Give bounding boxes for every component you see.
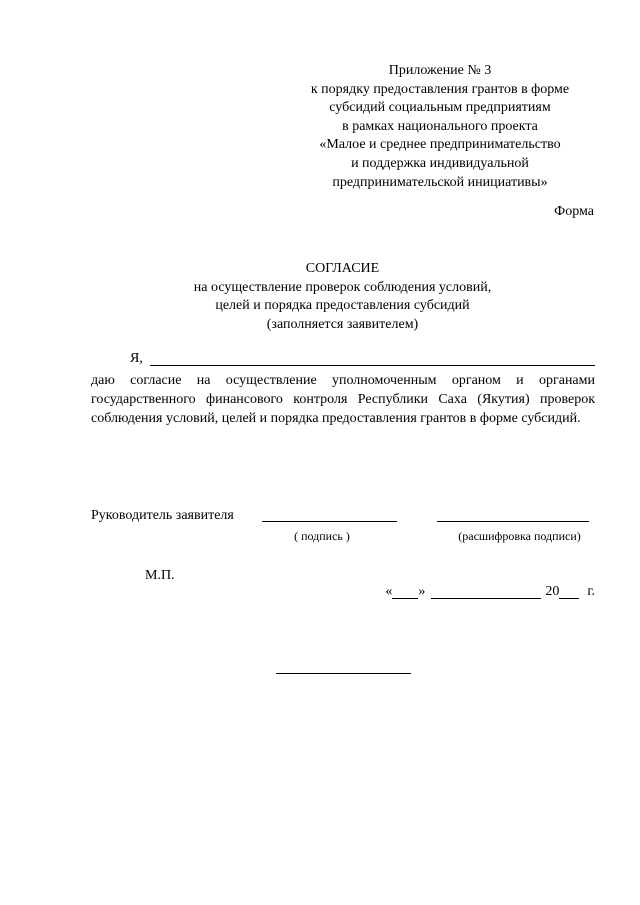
appendix-line: и поддержка индивидуальной xyxy=(351,155,529,171)
signatory-label: Руководитель заявителя xyxy=(91,508,234,523)
signature-caption: ( подпись ) xyxy=(294,529,350,543)
appendix-line: субсидий социальным предприятиям xyxy=(329,100,551,116)
appendix-line: предпринимательской инициативы» xyxy=(332,174,548,190)
date-open-quote: « xyxy=(385,584,393,599)
date-year-field[interactable] xyxy=(559,583,579,599)
applicant-name-row xyxy=(130,350,595,370)
appendix-header xyxy=(290,62,590,192)
date-year-suffix: г. xyxy=(587,584,595,599)
appendix-line: к порядку предоставления грантов в форме xyxy=(310,81,570,97)
date-month-field[interactable] xyxy=(431,583,541,599)
document-title xyxy=(90,260,595,334)
title-line: (заполняется заявителем) xyxy=(266,316,419,332)
stamp-label: М.П. xyxy=(145,568,175,583)
decoding-caption: (расшифровка подписи) xyxy=(458,529,581,543)
date-close-quote: » xyxy=(418,584,426,599)
title-line: целей и порядка предоставления субсидий xyxy=(215,298,470,314)
appendix-line: в рамках национального проекта xyxy=(342,118,538,134)
consent-paragraph: даю согласие на осуществление уполномоченным органом и органами государственного финансового контроля Республики Саха (Якутия) проверок соблюдения условий, целей и порядка предоставления грантов в форме субсидий. xyxy=(91,373,595,426)
ya-label: Я, xyxy=(130,351,143,366)
appendix-line: Приложение № 3 xyxy=(388,63,492,78)
form-label: Форма xyxy=(554,204,594,219)
signature-decoding-field[interactable] xyxy=(437,521,589,522)
title-heading: СОГЛАСИЕ xyxy=(305,261,380,276)
title-line: на осуществление проверок соблюдения условий, xyxy=(193,279,492,295)
date-day-field[interactable] xyxy=(392,583,418,599)
document-end-divider xyxy=(276,673,411,674)
date-century: 20 xyxy=(545,584,560,599)
applicant-name-field[interactable] xyxy=(150,365,595,366)
signature-field[interactable] xyxy=(262,521,397,522)
date-row xyxy=(385,583,595,603)
appendix-line: «Малое и среднее предпринимательство xyxy=(319,137,561,153)
